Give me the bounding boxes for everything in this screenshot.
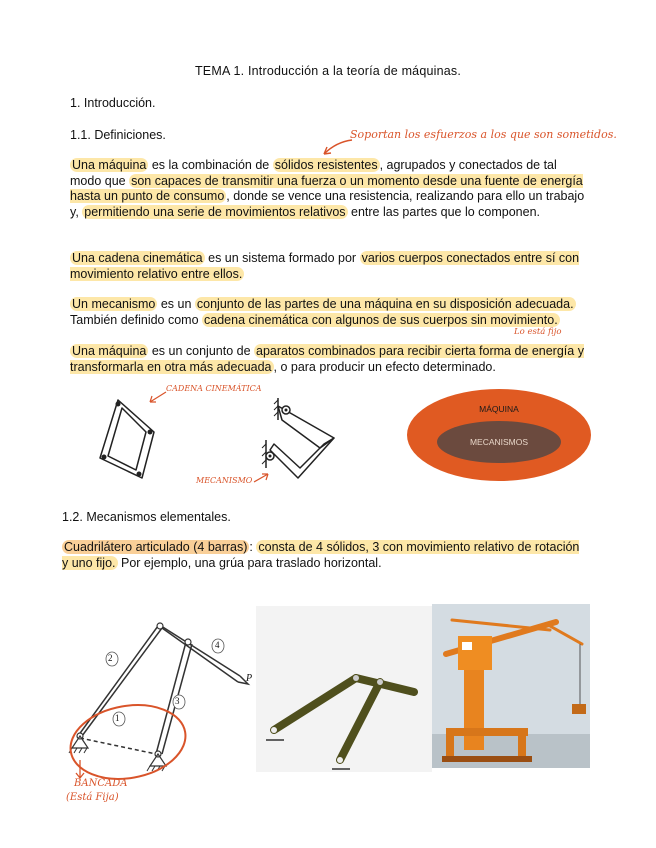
annotation-soportan: Soportan los esfuerzos a los que son sometidos. [350,128,617,141]
text-span: , o para producir un efecto determinado. [273,359,496,374]
kinematic-chain-diagram [92,392,172,488]
text-span: También definido como [70,312,203,327]
annotation-esta-fijo: Lo está fijo [514,327,562,337]
highlight-cadena-sin-mov: cadena cinemática con algunos de sus cuerpos sin movimiento. [204,312,558,327]
text-span: es un conjunto de [148,344,254,358]
text-span: Por ejemplo, una grúa para traslado horizontal. [117,555,382,570]
paragraph-cadena [70,251,590,282]
text-span: es un sistema formado por [204,251,360,265]
bar-label-4: 4 [215,640,220,650]
bar-label-3: 3 [175,696,180,706]
annotation-mecanismo: MECANISMO [196,476,253,485]
page-title: TEMA 1. Introducción a la teoría de máquinas. [194,64,462,78]
bar-label-1: 1 [115,713,120,723]
heading-mecanismos-elementales: 1.2. Mecanismos elementales. [62,510,231,524]
term-mecanismo: Un mecanismo [72,297,156,311]
text-span: es la combinación de [148,158,273,172]
linkage-render-image [256,606,432,772]
heading-definiciones: 1.1. Definiciones. [70,128,166,142]
paragraph-mecanismo [70,297,590,328]
text-span: : [249,540,257,554]
annotation-cadena: CADENA CINEMÁTICA [166,384,262,393]
crane-photo [432,604,590,768]
mecanismo-arrow [252,470,272,486]
highlight-conjunto: conjunto de las partes de una máquina en su disposición adecuada. [196,297,574,311]
paragraph-maquina [70,158,590,220]
highlight-solidos: sólidos resistentes [274,158,378,172]
paragraph-maquina-2 [70,344,590,375]
point-label-p: P [246,673,253,684]
maquina-mecanismos-diagram [404,385,594,485]
four-bar-diagram [62,612,262,782]
text-span: entre las partes que lo componen. [347,204,541,219]
text-span: , agrupados y conectados de tal modo que [70,158,557,188]
heading-introduccion: 1. Introducción. [70,96,156,110]
term-maquina-2: Una máquina [72,344,147,358]
term-cadena: Una cadena cinemática [72,251,203,265]
highlight-movimientos: permitiendo una serie de movimientos relativos [84,204,346,219]
term-maquina: Una máquina [72,158,147,172]
term-cuadrilatero: Cuadrilátero articulado (4 barras) [64,540,248,554]
bar-label-2: 2 [108,653,113,663]
text-span: , donde se vence una resistencia, realizando para ello un trabajo y, [70,189,585,219]
highlight-consta: consta de 4 sólidos, 3 con movimiento relativo de rotación y uno fijo. [62,540,580,570]
highlight-cuerpos: varios cuerpos conectados entre sí con movimiento relativo entre ellos. [70,251,580,281]
text-span: es un [157,297,195,311]
highlight-transmitir: son capaces de transmitir una fuerza o un momento desde una fuente de energía hasta un punto de consumo [70,173,583,203]
annotation-esta-fija: (Está Fija) [66,792,119,803]
label-mecanismos: MECANISMOS [469,437,529,447]
highlight-aparatos: aparatos combinados para recibir cierta forma de energía y transformarla en otra más adecuada [70,344,584,374]
annotation-bancada: BANCADA [74,778,128,789]
label-maquina: MÁQUINA [479,404,519,414]
paragraph-cuadrilatero [62,540,582,571]
